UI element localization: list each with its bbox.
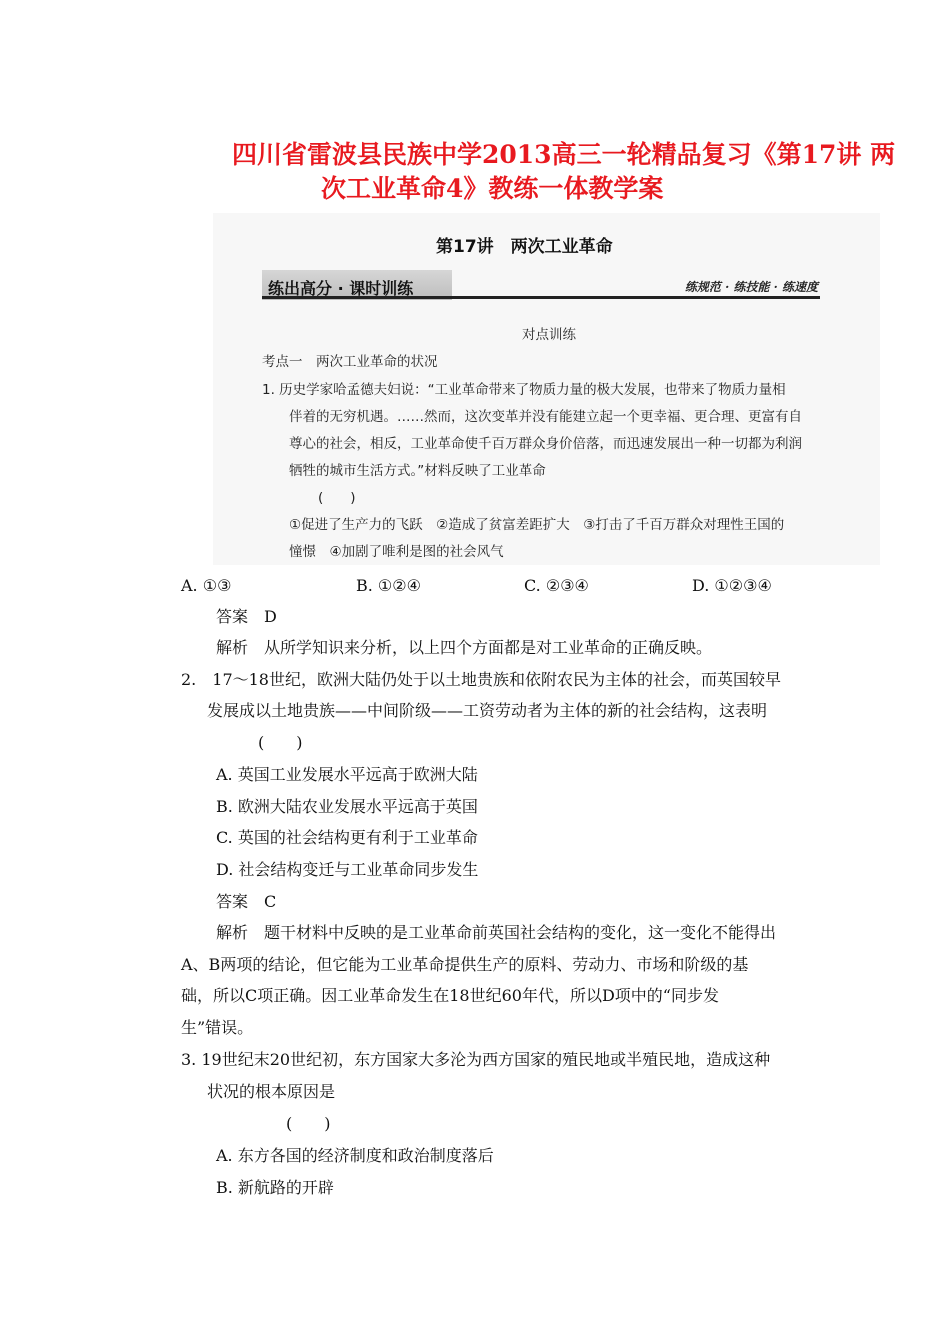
q1-stem-line: 1. 历史学家哈孟德夫妇说：“工业革命带来了物质力量的极大发展，也带来了物质力量相 [262, 382, 786, 398]
q1-statements-line: ①促进了生产力的飞跃 ②造成了贫富差距扩大 ③打击了千百万群众对理性王国的 [289, 517, 785, 533]
q2-option-d: D. 社会结构变迁与工业革命同步发生 [216, 860, 479, 879]
q3-answer-paren: ( ) [286, 1114, 331, 1133]
q1-stem-line: 伴着的无穷机遇。……然而，这次变革并没有能建立起一个更幸福、更合理、更富有自 [289, 409, 802, 425]
q1-analysis: 解析 从所学知识来分析，以上四个方面都是对工业革命的正确反映。 [216, 638, 713, 657]
q1-stem-line: 尊心的社会，相反，工业革命使千百万群众身价倍落，而迅速发展出一种一切都为利润 [289, 436, 802, 452]
q1-stem-line: 牺牲的城市生活方式。”材料反映了工业革命 [289, 463, 546, 479]
document-title-line-2: 次工业革命4》教练一体教学案 [321, 174, 664, 203]
q2-analysis-line: 生”错误。 [181, 1018, 254, 1037]
q2-answer: 答案 C [216, 892, 277, 911]
q1-choice-a: A. ①③ [181, 576, 232, 595]
q1-answer-paren: ( ) [318, 490, 356, 506]
q2-option-b: B. 欧洲大陆农业发展水平远高于英国 [216, 797, 478, 816]
q1-statements-line: 憧憬 ④加剧了唯利是图的社会风气 [289, 544, 504, 560]
q2-answer-paren: ( ) [258, 733, 303, 752]
document-title-line-1: 四川省雷波县民族中学2013高三一轮精品复习《第17讲 两 [232, 140, 896, 169]
q3-stem-line: 3. 19世纪末20世纪初，东方国家大多沦为西方国家的殖民地或半殖民地，造成这种 [181, 1050, 771, 1069]
topic-point: 考点一 两次工业革命的状况 [262, 354, 438, 370]
banner-slogan: 练规范 · 练技能 · 练速度 [684, 280, 818, 294]
q2-option-a: A. 英国工业发展水平远高于欧洲大陆 [216, 765, 478, 784]
banner-heading: 练出高分 · 课时训练 [268, 279, 414, 298]
q2-option-c: C. 英国的社会结构更有利于工业革命 [216, 828, 478, 847]
q2-analysis-line: 解析 题干材料中反映的是工业革命前英国社会结构的变化，这一变化不能得出 [216, 923, 777, 942]
q2-analysis-line: A、B两项的结论，但它能为工业革命提供生产的原料、劳动力、市场和阶级的基 [181, 955, 749, 974]
q2-stem-line: 发展成以土地贵族——中间阶级——工资劳动者为主体的新的社会结构，这表明 [207, 701, 768, 720]
lecture-title: 第17讲 两次工业革命 [436, 237, 613, 257]
q1-choice-c: C. ②③④ [524, 576, 589, 595]
q3-stem-line: 状况的根本原因是 [207, 1082, 336, 1101]
q1-choice-b: B. ①②④ [356, 576, 421, 595]
q1-answer: 答案 D [216, 607, 277, 626]
section-heading: 对点训练 [522, 327, 576, 343]
q2-analysis-line: 础，所以C项正确。因工业革命发生在18世纪60年代，所以D项中的“同步发 [181, 986, 719, 1005]
q3-option-b: B. 新航路的开辟 [216, 1178, 334, 1197]
q2-stem-line: 2. 17～18世纪，欧洲大陆仍处于以土地贵族和依附农民为主体的社会，而英国较早 [181, 670, 781, 689]
practice-banner [262, 270, 820, 300]
q3-option-a: A. 东方各国的经济制度和政治制度落后 [216, 1146, 494, 1165]
q1-choice-d: D. ①②③④ [692, 576, 772, 595]
